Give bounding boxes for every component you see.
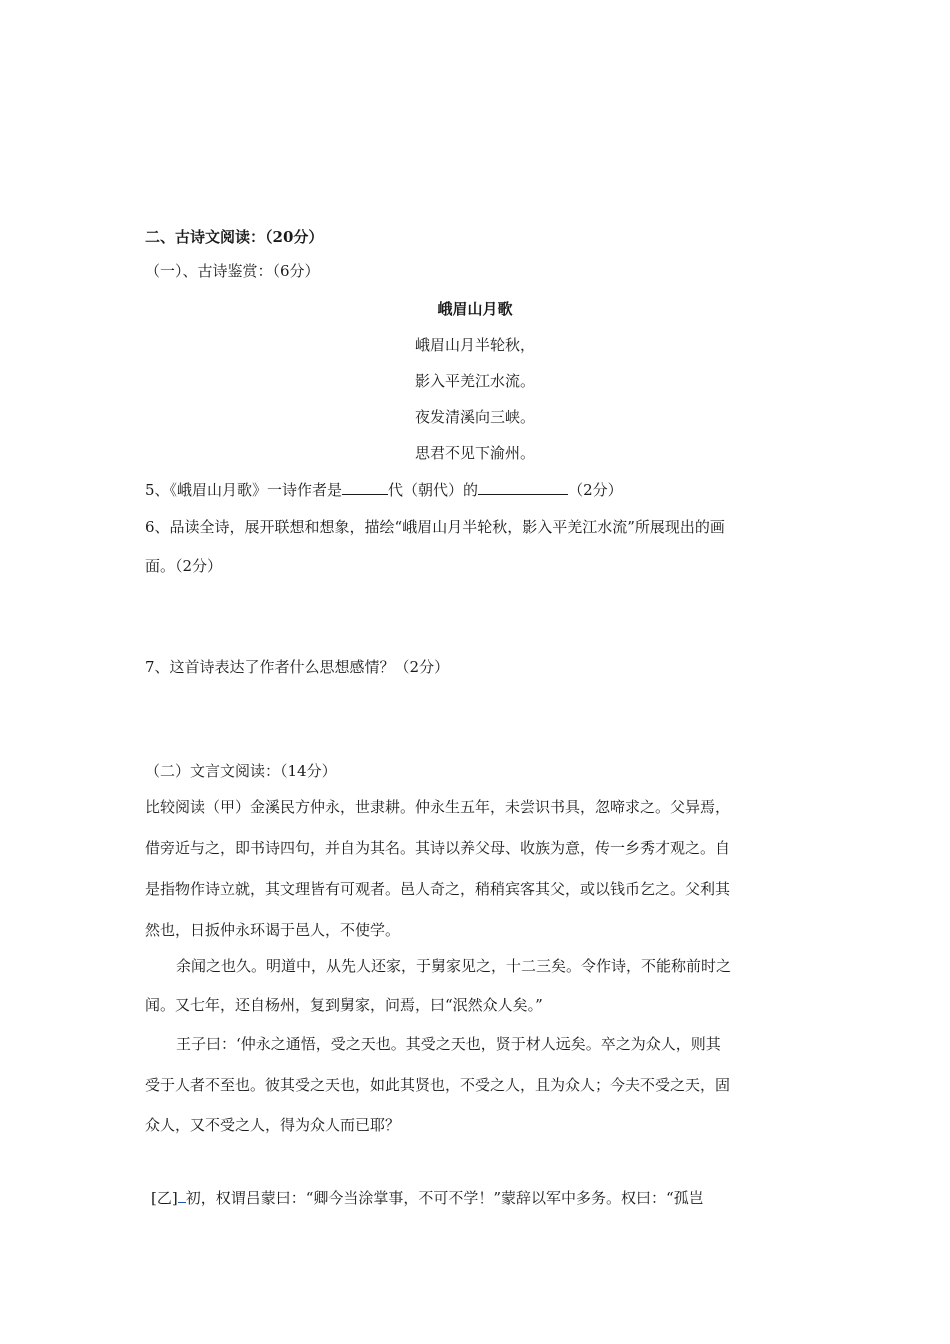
question-6-line-1: 6、品读全诗，展开联想和想象，描绘“峨眉山月半轮秋，影入平羌江水流”所展现出的画 [145,518,725,536]
question-5-text-a: 5、《峨眉山月歌》一诗作者是 [145,481,343,499]
question-5 [145,479,815,500]
passage-line-9: 众人，又不受之人，得为众人而已耶？ [145,1116,401,1134]
passage-line-1: 比较阅读（甲）金溪民方仲永，世隶耕。仲永生五年，未尝识书具，忽啼求之。父异焉， [145,798,731,816]
edit-mark [178,1187,186,1203]
passage-line-5: 余闻之也久。明道中，从先人还家，于舅家见之，十二三矣。令作诗，不能称前时之 [176,957,732,975]
poem-line-3: 夜发清溪向三峡。 [414,408,535,426]
part2-heading: （二）文言文阅读：（14分） [145,762,337,780]
question-5-text-c: （2分） [568,481,623,499]
poem-title: 峨眉山月歌 [437,300,513,318]
passage-yi-label: [乙] [151,1189,178,1207]
dynasty-answer-blank[interactable] [342,479,388,495]
passage-line-3: 是指物作诗立就，其文理皆有可观者。邑人奇之，稍稍宾客其父，或以钱币乞之。父利其 [145,880,731,898]
passage-line-2: 借旁近与之，即书诗四句，并自为其名。其诗以养父母、收族为意，传一乡秀才观之。自 [145,839,731,857]
poem-line-4: 思君不见下渝州。 [414,444,535,462]
part1-heading: （一）、古诗鉴赏：（6分） [145,262,320,280]
question-7: 7、这首诗表达了作者什么思想感情？（2分） [145,658,450,676]
passage-line-6: 闻。又七年，还自杨州，复到舅家，问焉，曰“泯然众人矣。” [145,996,543,1014]
poem-line-2: 影入平羌江水流。 [414,372,535,390]
section-title: 二、古诗文阅读：（20分） [145,228,324,246]
question-6-line-2: 面。（2分） [145,557,223,575]
passage-line-4: 然也，日扳仲永环谒于邑人，不使学。 [145,921,401,939]
passage-yi-line [151,1187,821,1208]
passage-yi-text: 初，权谓吕蒙曰：“卿今当涂掌事，不可不学！”蒙辞以军中多务。权曰：“孤岂 [185,1189,704,1207]
passage-line-8: 受于人者不至也。彼其受之天也，如此其贤也，不受之人，且为众人；今夫不受之天，固 [145,1076,731,1094]
passage-line-7: 王子曰：‘仲永之通悟，受之天也。其受之天也，贤于材人远矣。卒之为众人，则其 [176,1035,721,1053]
author-answer-blank[interactable] [478,479,568,495]
poem-line-1: 峨眉山月半轮秋， [414,336,535,354]
question-5-text-b: 代（朝代）的 [388,481,479,499]
